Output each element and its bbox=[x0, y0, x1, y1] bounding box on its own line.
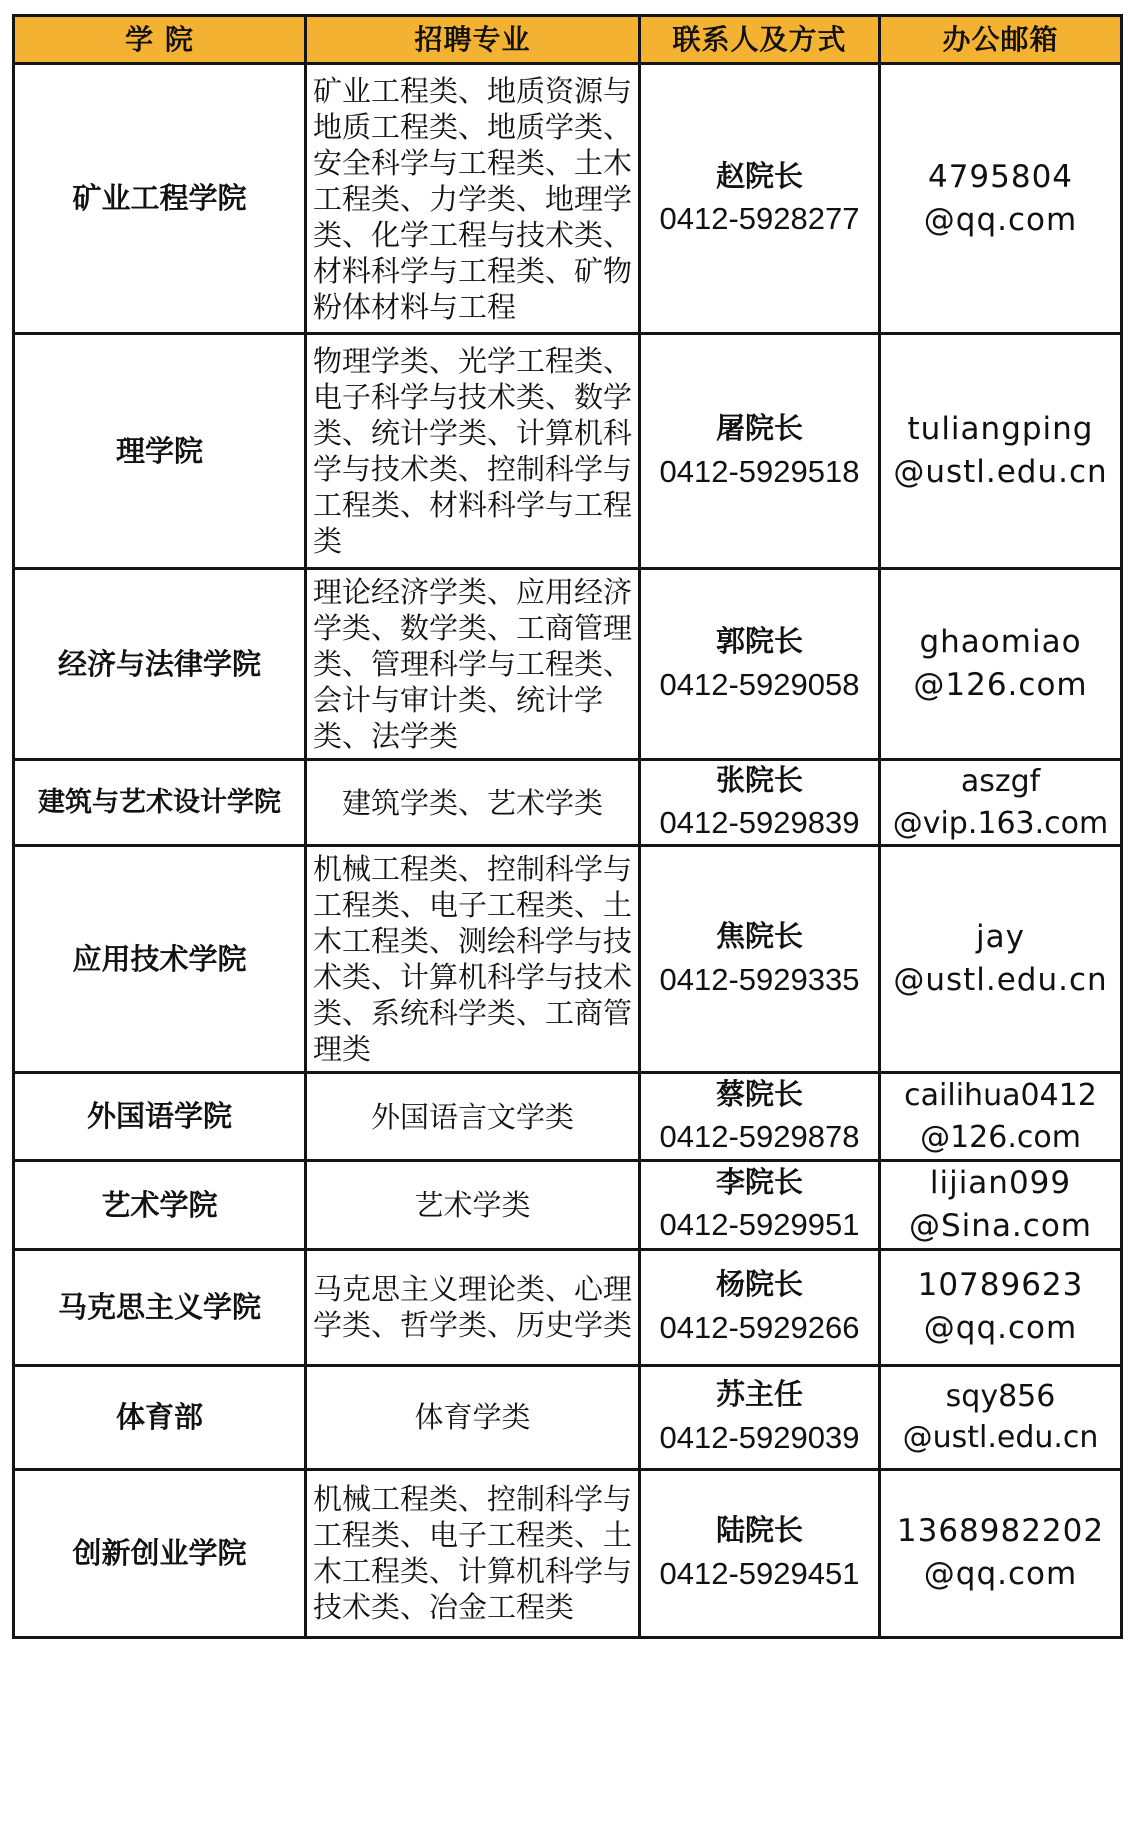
table-row bbox=[14, 64, 1122, 334]
majors-cell: 机械工程类、控制科学与工程类、电子工程类、土木工程类、计算机科学与技术类、冶金工程类 bbox=[306, 1469, 640, 1637]
email-user: aszgf bbox=[960, 764, 1041, 800]
email-user: tuliangping bbox=[907, 411, 1094, 448]
majors-cell: 物理学类、光学工程类、电子科学与技术类、数学类、统计学类、计算机科学与技术类、控制科学与工程类、材料科学与工程类 bbox=[306, 334, 640, 569]
college-name: 理学院 bbox=[14, 334, 306, 569]
email-domain: @126.com bbox=[913, 667, 1088, 703]
email-domain: @qq.com bbox=[923, 201, 1078, 238]
contact-name: 屠院长 bbox=[715, 411, 803, 445]
contact-phone: 0412-5928277 bbox=[659, 201, 860, 237]
contact-name: 焦院长 bbox=[715, 919, 803, 953]
email-domain: @ustl.edu.cn bbox=[893, 962, 1108, 998]
contact-phone: 0412-5929335 bbox=[659, 961, 860, 997]
table-row bbox=[14, 334, 1122, 569]
email-user: 4795804 bbox=[927, 158, 1074, 195]
table-row bbox=[14, 1249, 1122, 1365]
contact-cell bbox=[640, 1249, 880, 1365]
college-name: 经济与法律学院 bbox=[14, 569, 306, 760]
table-row bbox=[14, 1469, 1122, 1637]
email-user: 10789623 bbox=[917, 1267, 1084, 1304]
email-domain: @Sina.com bbox=[909, 1207, 1092, 1244]
contact-cell bbox=[640, 334, 880, 569]
contact-name: 苏主任 bbox=[715, 1377, 803, 1412]
email-domain: @ustl.edu.cn bbox=[902, 1420, 1099, 1456]
email-domain: @vip.163.com bbox=[892, 805, 1109, 841]
email-domain: @126.com bbox=[920, 1119, 1081, 1155]
college-name: 应用技术学院 bbox=[14, 846, 306, 1073]
contact-cell bbox=[640, 846, 880, 1073]
contact-cell bbox=[640, 1161, 880, 1250]
contact-phone: 0412-5929839 bbox=[659, 805, 860, 841]
contact-cell bbox=[640, 64, 880, 334]
email-cell bbox=[880, 1249, 1122, 1365]
table-row bbox=[14, 1365, 1122, 1469]
majors-cell: 体育学类 bbox=[306, 1365, 640, 1469]
email-user: sqy856 bbox=[945, 1378, 1056, 1414]
email-domain: @ustl.edu.cn bbox=[893, 454, 1108, 490]
contact-name: 张院长 bbox=[715, 762, 803, 797]
college-name: 艺术学院 bbox=[14, 1161, 306, 1250]
email-cell bbox=[880, 64, 1122, 334]
table-row bbox=[14, 846, 1122, 1073]
contact-phone: 0412-5929266 bbox=[659, 1309, 860, 1345]
email-cell bbox=[880, 1161, 1122, 1250]
table-row bbox=[14, 760, 1122, 846]
contact-phone: 0412-5929451 bbox=[659, 1555, 860, 1591]
contact-phone: 0412-5929951 bbox=[659, 1207, 860, 1243]
contact-cell bbox=[640, 569, 880, 760]
email-domain: @qq.com bbox=[923, 1310, 1078, 1347]
contact-cell bbox=[640, 1469, 880, 1637]
contact-name: 李院长 bbox=[715, 1164, 803, 1199]
contact-name: 郭院长 bbox=[715, 624, 803, 658]
email-user: ghaomiao bbox=[919, 624, 1082, 661]
header-college: 学 院 bbox=[14, 16, 306, 64]
email-cell bbox=[880, 846, 1122, 1073]
email-user: cailihua0412 bbox=[904, 1078, 1097, 1114]
contact-name: 陆院长 bbox=[715, 1513, 803, 1548]
contact-name: 蔡院长 bbox=[715, 1076, 803, 1111]
college-name: 马克思主义学院 bbox=[14, 1249, 306, 1365]
college-name: 体育部 bbox=[14, 1365, 306, 1469]
email-user: lijian099 bbox=[929, 1165, 1072, 1201]
email-user: jay bbox=[976, 919, 1025, 956]
email-cell bbox=[880, 1365, 1122, 1469]
header-majors: 招聘专业 bbox=[306, 16, 640, 64]
majors-cell: 外国语言文学类 bbox=[306, 1073, 640, 1161]
contact-name: 杨院长 bbox=[715, 1267, 803, 1302]
majors-cell: 机械工程类、控制科学与工程类、电子工程类、土木工程类、测绘科学与技术类、计算机科学与技术类、系统科学类、工商管理类 bbox=[306, 846, 640, 1073]
majors-cell: 矿业工程类、地质资源与地质工程类、地质学类、安全科学与工程类、土木工程类、力学类、地理学类、化学工程与技术类、材料科学与工程类、矿物粉体材料与工程 bbox=[306, 64, 640, 334]
email-cell bbox=[880, 1073, 1122, 1161]
table-row bbox=[14, 569, 1122, 760]
email-cell bbox=[880, 1469, 1122, 1637]
contact-cell bbox=[640, 1073, 880, 1161]
email-cell bbox=[880, 334, 1122, 569]
contact-cell bbox=[640, 760, 880, 846]
majors-cell: 艺术学类 bbox=[306, 1161, 640, 1250]
email-user: 1368982202 bbox=[896, 1513, 1105, 1550]
contact-phone: 0412-5929058 bbox=[659, 666, 860, 702]
table-row bbox=[14, 1161, 1122, 1250]
college-name: 创新创业学院 bbox=[14, 1469, 306, 1637]
majors-cell: 马克思主义理论类、心理学类、哲学类、历史学类 bbox=[306, 1249, 640, 1365]
header-email: 办公邮箱 bbox=[880, 16, 1122, 64]
contact-phone: 0412-5929878 bbox=[659, 1119, 860, 1155]
table-row bbox=[14, 1073, 1122, 1161]
contact-cell bbox=[640, 1365, 880, 1469]
college-name: 外国语学院 bbox=[14, 1073, 306, 1161]
header-contact: 联系人及方式 bbox=[640, 16, 880, 64]
contact-name: 赵院长 bbox=[715, 158, 803, 193]
contact-phone: 0412-5929518 bbox=[659, 453, 860, 489]
table-header-row bbox=[14, 16, 1122, 64]
college-name: 建筑与艺术设计学院 bbox=[14, 760, 306, 846]
email-cell bbox=[880, 760, 1122, 846]
contact-phone: 0412-5929039 bbox=[659, 1419, 860, 1455]
majors-cell: 理论经济学类、应用经济学类、数学类、工商管理类、管理科学与工程类、会计与审计类、统计学类、法学类 bbox=[306, 569, 640, 760]
email-cell bbox=[880, 569, 1122, 760]
recruitment-table bbox=[12, 14, 1123, 1639]
email-domain: @qq.com bbox=[923, 1556, 1078, 1593]
majors-cell: 建筑学类、艺术学类 bbox=[306, 760, 640, 846]
college-name: 矿业工程学院 bbox=[14, 64, 306, 334]
